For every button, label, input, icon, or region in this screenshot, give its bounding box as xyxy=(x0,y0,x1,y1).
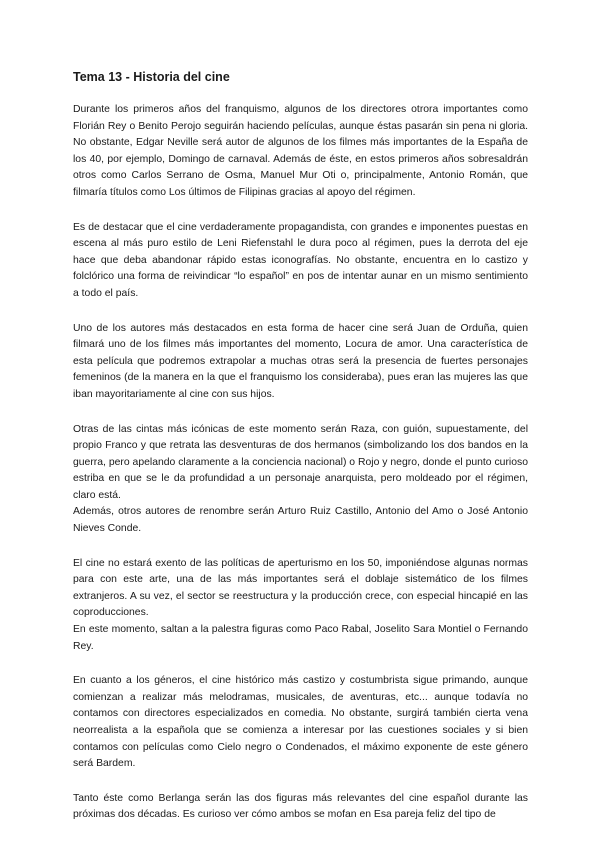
paragraph-new-figures: En este momento, saltan a la palestra figuras como Paco Rabal, Joselito Sara Montiel o Fernando Rey. xyxy=(73,624,528,652)
document-body xyxy=(73,102,528,824)
paragraph-iconic-films: Otras de las cintas más icónicas de este momento serán Raza, con guión, supuestamente, del propio Franco y que retrata las desventuras de dos hermanos (simbolizando los dos bandos en la guerra, pero apelando claramente a la conciencia nacional) o Rojo y negro, donde el punto curioso estriba en que se le da profundidad a un personaje anarquista, pero moldeado por el régimen, claro está. xyxy=(73,423,528,501)
paragraph-postwar-directors: Durante los primeros años del franquismo, algunos de los directores otrora importantes como Florián Rey o Benito Perojo seguirán haciendo películas, aunque éstas pasarán sin pena ni gloria. No obstante, Edgar Neville será autor de algunos de los filmes más importantes de la España de los 40, por ejemplo, Domingo de carnaval. Además de éste, en estos primeros años sobresaldrán otros como Carlos Serrano de Osma, Manuel Mur Oti o, principalmente, Antonio Román, que filmaría títulos como Los últimos de Filipinas gracias al apoyo del régimen. xyxy=(73,104,528,198)
paragraph-berlanga-bardem: Tanto éste como Berlanga serán las dos figuras más relevantes del cine español durante las próximas dos décadas. Es curioso ver cómo ambos se mofan en Esa pareja feliz del tipo de xyxy=(73,792,528,821)
page-title: Tema 13 - Historia del cine xyxy=(73,70,230,84)
paragraph-juan-de-orduna: Uno de los autores más destacados en esta forma de hacer cine será Juan de Orduña, quien filmará uno de los filmes más importantes del momento, Locura de amor. Una característica de esta película que podremos extrapolar a muchas otras será la presencia de fuertes personajes femeninos (de la manera en la que el franquismo los consideraba), pues eran las mujeres las que iban mayoritariamente al cine con sus hijos. xyxy=(73,322,528,400)
paragraph-aperturismo: El cine no estará exento de las políticas de aperturismo en los 50, imponiéndose algunas normas para con este arte, una de las más importantes será el doblaje sistemático de los filmes extranjeros. A su vez, el sector se reestructura y la producción crece, con especial hincapié en las coproducciones. xyxy=(73,557,528,619)
paragraph-propaganda-cinema: Es de destacar que el cine verdaderamente propagandista, con grandes e imponentes puestas en escena al más puro estilo de Leni Riefenstahl le dura poco al régimen, pues la derrota del eje hace que deba abandonar rápido estas iconografías. No obstante, encuentra en lo castizo y folclórico una forma de reivindicar “lo español” en pos de intentar aunar en un mismo sentimiento a todo el país. xyxy=(73,221,528,299)
paragraph-genres: En cuanto a los géneros, el cine histórico más castizo y costumbrista sigue primando, aunque comienzan a realizar más melodramas, musicales, de aventuras, etc... aunque todavía no contamos con directores especializados en comedia. No obstante, surgirá también cierta vena neorrealista a la española que se comienza a interesar por las cuestiones sociales y si bien contamos con películas como Cielo negro o Condenados, el máximo exponente de este género será Bardem. xyxy=(73,675,528,770)
paragraph-other-authors: Además, otros autores de renombre serán Arturo Ruiz Castillo, Antonio del Amo o José Antonio Nieves Conde. xyxy=(73,506,528,535)
